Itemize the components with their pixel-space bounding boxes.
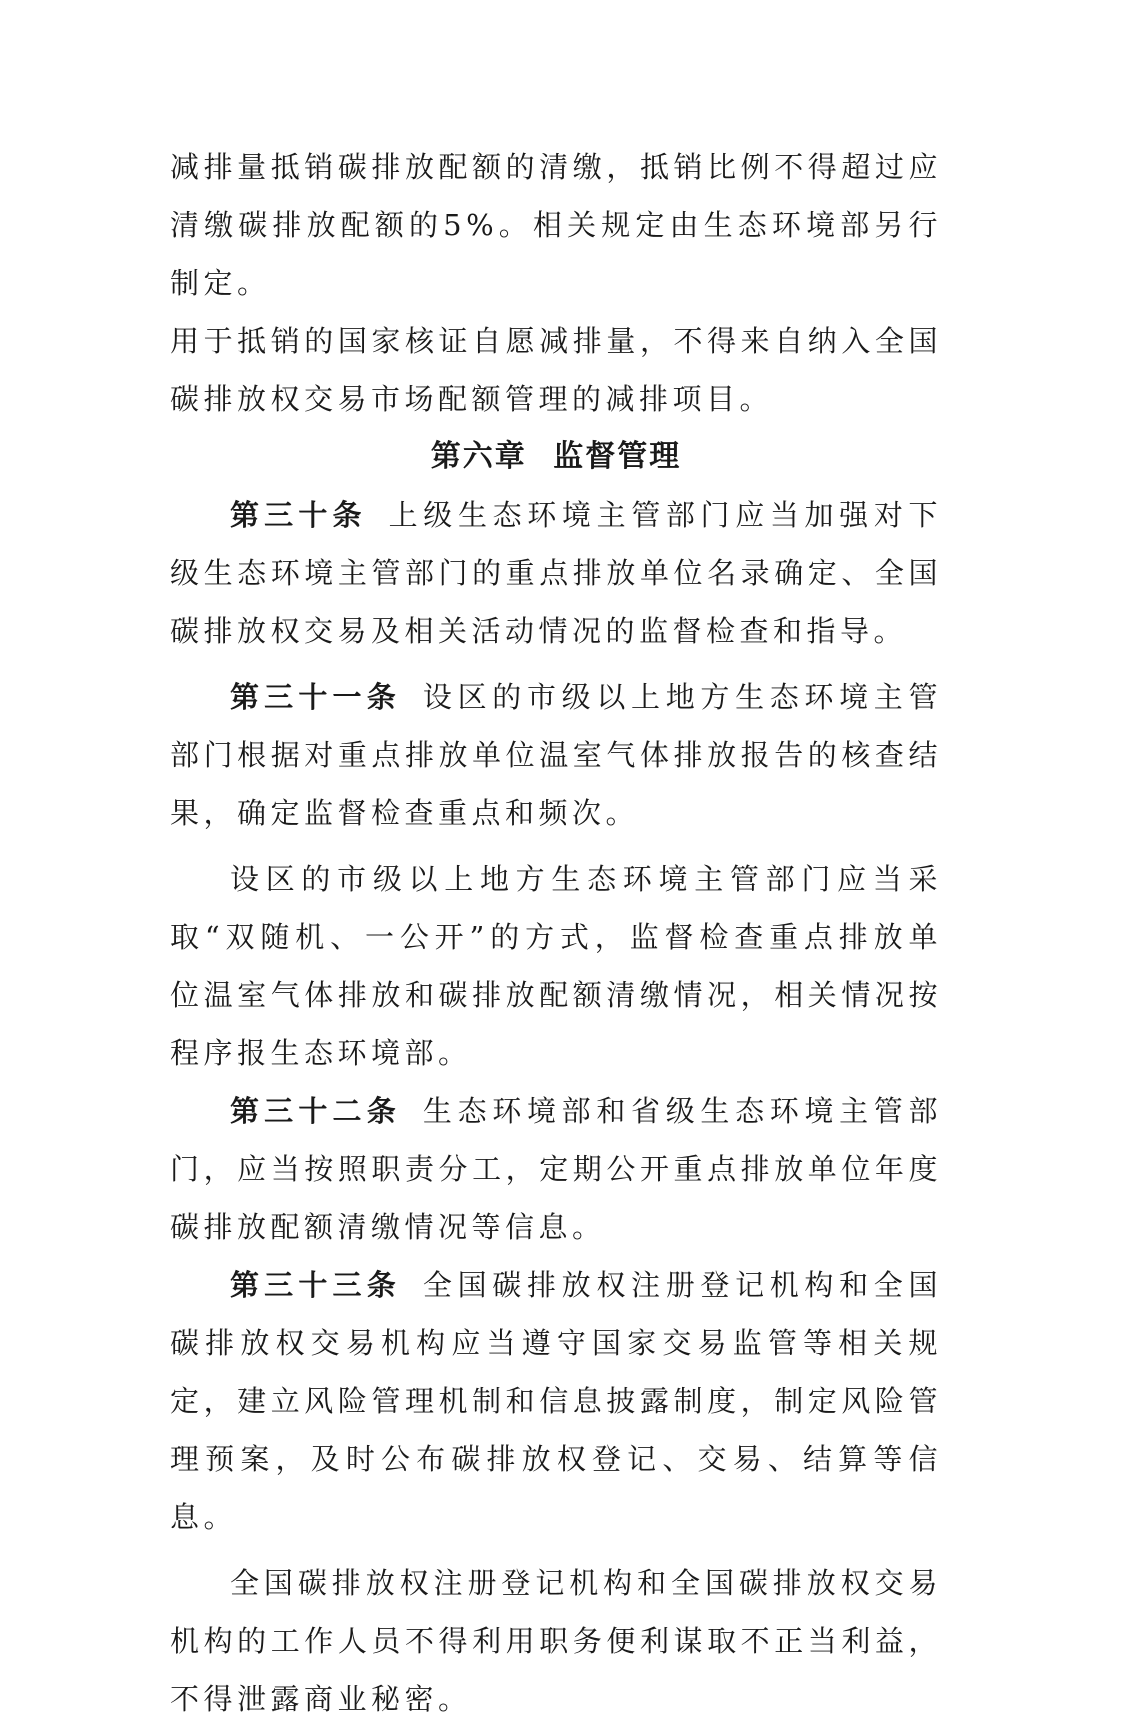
article-32-text: 生态环境部和省级生态环境主管部门，应当按照职责分工，定期公开重点排放单位年度碳排放配额清缴情况等信息。	[170, 1094, 942, 1244]
article-33-paragraph-2: 全国碳排放权注册登记机构和全国碳排放权交易机构的工作人员不得利用职务便利谋取不正当利益，不得泄露商业秘密。	[170, 1566, 942, 1716]
article-30-text: 上级生态环境主管部门应当加强对下级生态环境主管部门的重点排放单位名录确定、全国碳排放权交易及相关活动情况的监督检查和指导。	[170, 498, 942, 648]
article-33	[170, 1256, 942, 1546]
article-33-text: 全国碳排放权注册登记机构和全国碳排放权交易机构应当遵守国家交易监管等相关规定，建立风险管理机制和信息披露制度，制定风险管理预案，及时公布碳排放权登记、交易、结算等信息。	[170, 1268, 942, 1534]
chapter-heading: 第六章 监督管理	[430, 439, 682, 474]
article-30	[170, 486, 942, 660]
document-body	[170, 138, 942, 1728]
paragraph-offset-limit: 减排量抵销碳排放配额的清缴，抵销比例不得超过应清缴碳排放配额的5%。相关规定由生态环境部另行制定。	[170, 150, 942, 300]
article-31-label: 第三十一条	[230, 680, 401, 714]
article-31	[170, 668, 942, 842]
article-31-paragraph-2: 设区的市级以上地方生态环境主管部门应当采取“双随机、一公开”的方式，监督检查重点排放单位温室气体排放和碳排放配额清缴情况，相关情况按程序报生态环境部。	[170, 862, 942, 1070]
article-32	[170, 1082, 942, 1256]
article-32-label: 第三十二条	[230, 1094, 401, 1128]
paragraph-offset-source: 用于抵销的国家核证自愿减排量，不得来自纳入全国碳排放权交易市场配额管理的减排项目。	[170, 324, 942, 416]
article-33-label: 第三十三条	[230, 1268, 401, 1302]
article-31-text: 设区的市级以上地方生态环境主管部门根据对重点排放单位温室气体排放报告的核查结果，确定监督检查重点和频次。	[170, 680, 942, 830]
article-30-label: 第三十条	[230, 498, 367, 532]
